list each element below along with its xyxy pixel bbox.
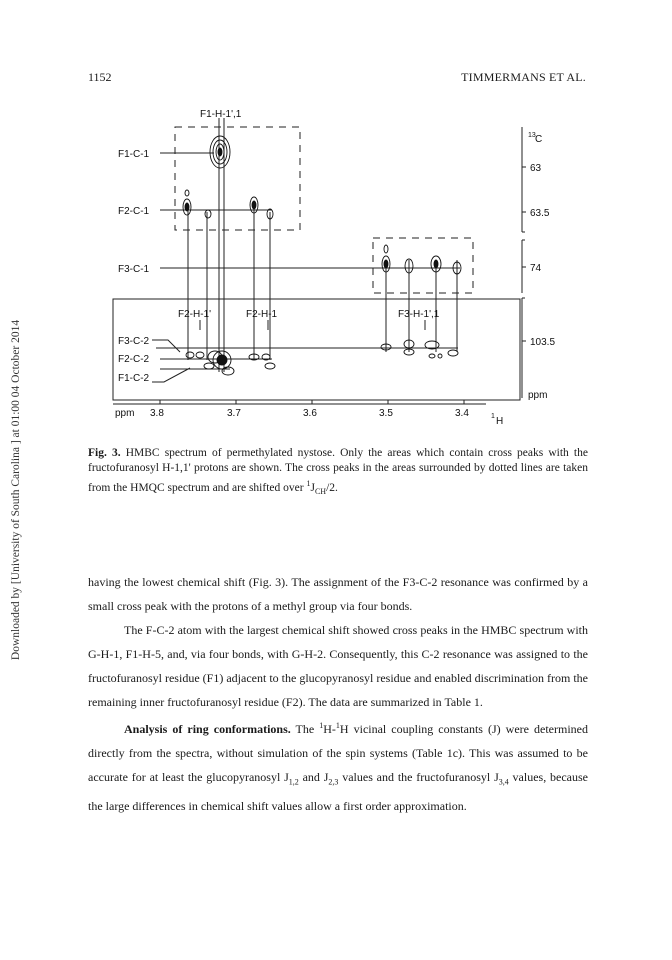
label-f1-h1-box: F1-H-1',1 (200, 109, 242, 120)
axis-nucleus-h-letter: H (496, 416, 504, 427)
label-f2-c2: F2-C-2 (118, 354, 150, 365)
caption-jch: J (310, 481, 315, 494)
caption-jch-tail: /2. (326, 481, 338, 494)
peak-f1-c1 (210, 136, 230, 168)
label-f3-c2: F3-C-2 (118, 336, 150, 347)
tick-63: 63 (530, 163, 542, 174)
hmbc-spectrum-figure (0, 0, 672, 440)
label-f1-c2: F1-C-2 (118, 373, 150, 384)
dashed-box-f1 (175, 127, 300, 230)
body-text (88, 570, 588, 818)
page-number: 1152 (88, 70, 112, 84)
caption-text: HMBC spectrum of permethylated nystose. Only the areas which contain cross peaks with the fructofuranosyl H-1,1' protons are shown. The cross peaks in the areas surrounded by dotted lines are taken from the HMQC spectrum and are shifted over (88, 447, 588, 494)
label-f2-c1: F2-C-1 (118, 206, 150, 217)
axis-nucleus-c-letter: C (535, 134, 543, 145)
label-f1-c1: F1-C-1 (118, 149, 150, 160)
axis-nucleus-c-mass: 13 (528, 132, 536, 139)
caption-jch-sub: CH (314, 487, 327, 497)
tick-3-4: 3.4 (455, 408, 469, 419)
tick-3-5: 3.5 (379, 408, 393, 419)
peaks-c2-region (186, 340, 458, 375)
paragraph-3: Analysis of ring conformations. The $^1$H-$^1$H vicinal coupling constants (J) were determined directly from the spectra, without simulation of the spin systems (Table 1c). This was assumed to be accurate for at least the glucopyranosyl $J_{1,2}$ and $J_{2,3}$ values and the fructofuranosyl $J_{3,4}$ values, because the large differences in chemical shift values allow a first order approximation. (88, 721, 588, 814)
label-f3-c1: F3-C-1 (118, 264, 150, 275)
tick-3-8: 3.8 (150, 408, 164, 419)
peak-f2-c1 (183, 190, 273, 219)
paragraph-1: having the lowest chemical shift (Fig. 3). The assignment of the F3-C-2 resonance was confirmed by a small cross peak with the protons of a methyl group via four bonds. (88, 575, 588, 613)
lower-region-box (113, 299, 520, 400)
spectrum-plot (0, 0, 672, 440)
download-notice-text: Downloaded by [University of South Carolina ] at 01:00 04 October 2014 (10, 319, 22, 661)
peak-f3-c1 (382, 245, 461, 274)
section-heading: Analysis of ring conformations. (124, 722, 291, 736)
axis-nucleus-h-mass: 1 (491, 413, 495, 420)
tick-3-7: 3.7 (227, 408, 241, 419)
figure-caption (88, 446, 588, 499)
label-f3-h1: F3-H-1',1 (398, 309, 440, 320)
caption-jch-sup: 1 (306, 479, 311, 488)
label-f2-h1: F2-H-1 (246, 309, 278, 320)
running-header: TIMMERMANS ET AL. (461, 70, 586, 84)
label-f2-h1-prime: F2-H-1' (178, 309, 212, 320)
tick-63-5: 63.5 (530, 208, 550, 219)
axis-bottom-unit: ppm (115, 408, 135, 419)
tick-74: 74 (530, 263, 542, 274)
paragraph-2: The F-C-2 atom with the largest chemical shift showed cross peaks in the HMBC spectrum with G-H-1, F1-H-5, and, via four bonds, with G-H-2. Consequently, this C-2 resonance was assigned to the fructofuranosyl residue (F1) adjacent to the glucopyranosyl residue and enabled discrimination from the remaining inner fructofuranosyl residue (F2). The data are summarized in Table 1. (88, 623, 588, 709)
caption-label: Fig. 3. (88, 447, 121, 459)
tick-103-5: 103.5 (530, 337, 556, 348)
tick-3-6: 3.6 (303, 408, 317, 419)
axis-right-unit: ppm (528, 390, 548, 401)
